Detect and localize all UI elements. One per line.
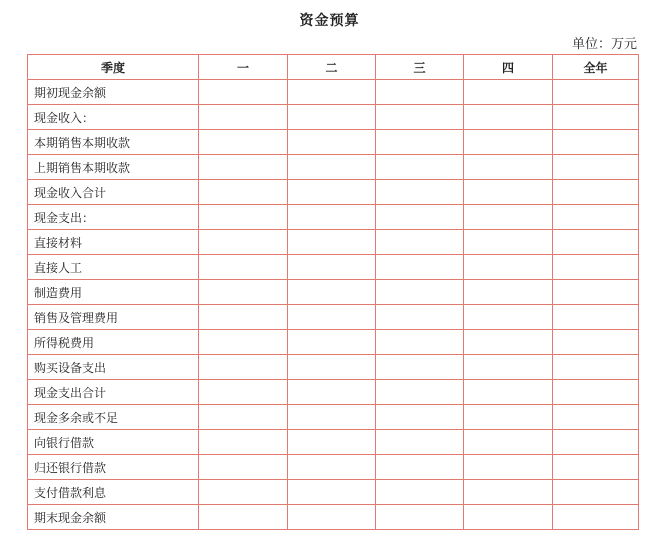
page-title: 资金预算 [299,13,360,29]
empty-cell [376,105,464,130]
empty-cell [288,205,376,230]
empty-cell [464,455,553,480]
empty-cell [288,130,376,155]
empty-cell [464,505,553,530]
row-label: 制造费用 [28,280,199,305]
empty-cell [199,180,288,205]
empty-cell [553,330,639,355]
empty-cell [199,105,288,130]
empty-cell [553,505,639,530]
row-label: 期初现金余额 [28,80,199,105]
row-label: 现金多余或不足 [28,405,199,430]
empty-cell [376,180,464,205]
empty-cell [288,230,376,255]
empty-cell [553,255,639,280]
table-row [28,380,639,405]
table-body [28,80,639,530]
empty-cell [376,155,464,180]
empty-cell [553,180,639,205]
empty-cell [199,155,288,180]
empty-cell [553,205,639,230]
empty-cell [199,130,288,155]
table-row [28,180,639,205]
budget-table-container [27,54,638,530]
table-row [28,455,639,480]
row-label: 现金收入合计 [28,180,199,205]
empty-cell [464,105,553,130]
table-row [28,430,639,455]
empty-cell [288,155,376,180]
empty-cell [199,355,288,380]
empty-cell [288,330,376,355]
empty-cell [376,255,464,280]
empty-cell [376,455,464,480]
empty-cell [376,205,464,230]
table-row [28,205,639,230]
empty-cell [288,430,376,455]
header-full-year: 全年 [553,55,639,80]
empty-cell [199,455,288,480]
table-row [28,230,639,255]
row-label: 上期销售本期收款 [28,155,199,180]
row-label: 现金收入： [28,105,199,130]
empty-cell [464,280,553,305]
header-quarter: 季度 [28,55,199,80]
empty-cell [199,80,288,105]
empty-cell [199,205,288,230]
empty-cell [464,255,553,280]
header-row [28,55,639,80]
budget-table [27,54,639,530]
table-row [28,130,639,155]
row-label: 现金支出合计 [28,380,199,405]
header-q1: 一 [199,55,288,80]
empty-cell [288,180,376,205]
empty-cell [553,280,639,305]
empty-cell [464,405,553,430]
empty-cell [288,505,376,530]
header-q2: 二 [288,55,376,80]
table-row [28,280,639,305]
empty-cell [376,230,464,255]
empty-cell [199,305,288,330]
empty-cell [376,80,464,105]
empty-cell [553,405,639,430]
empty-cell [464,155,553,180]
empty-cell [553,480,639,505]
empty-cell [464,305,553,330]
empty-cell [288,405,376,430]
table-row [28,305,639,330]
table-row [28,480,639,505]
empty-cell [553,130,639,155]
table-row [28,105,639,130]
empty-cell [553,305,639,330]
empty-cell [199,230,288,255]
empty-cell [376,280,464,305]
row-label: 本期销售本期收款 [28,130,199,155]
empty-cell [464,205,553,230]
table-row [28,80,639,105]
empty-cell [376,305,464,330]
empty-cell [553,380,639,405]
empty-cell [553,355,639,380]
header-q3: 三 [376,55,464,80]
empty-cell [288,105,376,130]
row-label: 归还银行借款 [28,455,199,480]
row-label: 直接材料 [28,230,199,255]
empty-cell [199,280,288,305]
row-label: 直接人工 [28,255,199,280]
empty-cell [288,380,376,405]
unit-label: 单位：万元 [571,37,637,52]
table-row [28,505,639,530]
empty-cell [199,255,288,280]
empty-cell [376,505,464,530]
table-row [28,155,639,180]
row-label: 购买设备支出 [28,355,199,380]
empty-cell [199,405,288,430]
empty-cell [288,280,376,305]
empty-cell [553,455,639,480]
empty-cell [464,180,553,205]
row-label: 销售及管理费用 [28,305,199,330]
row-label: 支付借款利息 [28,480,199,505]
empty-cell [376,480,464,505]
empty-cell [376,380,464,405]
empty-cell [376,330,464,355]
empty-cell [199,330,288,355]
row-label: 现金支出： [28,205,199,230]
empty-cell [288,255,376,280]
empty-cell [553,230,639,255]
empty-cell [288,455,376,480]
row-label: 所得税费用 [28,330,199,355]
empty-cell [199,380,288,405]
empty-cell [288,480,376,505]
empty-cell [553,80,639,105]
empty-cell [464,230,553,255]
empty-cell [553,155,639,180]
empty-cell [464,330,553,355]
empty-cell [464,430,553,455]
empty-cell [553,430,639,455]
header-q4: 四 [464,55,553,80]
empty-cell [288,355,376,380]
empty-cell [464,355,553,380]
table-row [28,405,639,430]
empty-cell [199,480,288,505]
table-row [28,355,639,380]
empty-cell [464,130,553,155]
empty-cell [376,355,464,380]
table-row [28,255,639,280]
empty-cell [199,505,288,530]
empty-cell [464,380,553,405]
empty-cell [376,405,464,430]
row-label: 向银行借款 [28,430,199,455]
row-label: 期末现金余额 [28,505,199,530]
table-row [28,330,639,355]
empty-cell [199,430,288,455]
empty-cell [376,430,464,455]
empty-cell [376,130,464,155]
empty-cell [464,480,553,505]
empty-cell [288,305,376,330]
empty-cell [464,80,553,105]
empty-cell [288,80,376,105]
empty-cell [553,105,639,130]
